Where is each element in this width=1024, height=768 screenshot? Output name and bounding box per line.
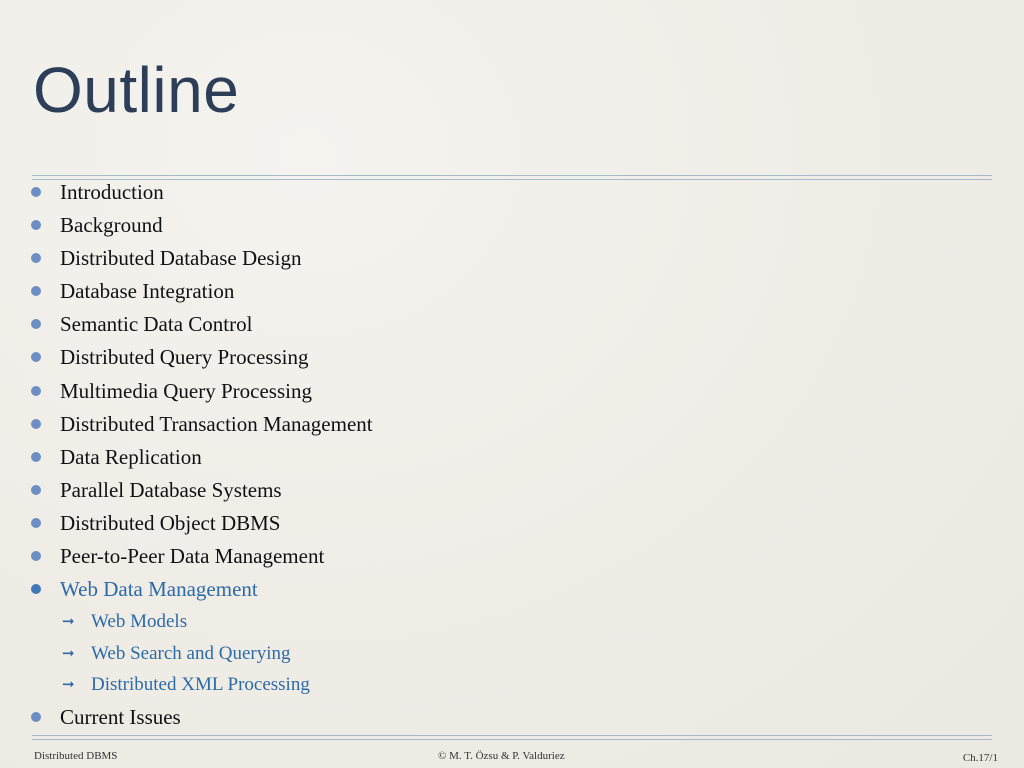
list-item [0,308,1024,341]
footer-divider [32,735,992,740]
list-item [0,242,1024,275]
list-item-label: Parallel Database Systems [60,477,282,502]
bullet-icon [31,187,41,197]
footer-copyright: © M. T. Özsu & P. Valduriez [438,750,565,762]
list-item-label: Distributed Transaction Management [60,411,373,436]
list-item-label: Distributed Object DBMS [60,510,281,535]
list-item-label: Web Data Management [60,577,258,602]
list-item [0,474,1024,507]
list-item [0,441,1024,474]
sub-list-item [0,669,1024,701]
footer-course-title: Distributed DBMS [34,750,118,762]
list-item [0,375,1024,408]
arrow-right-icon: ➞ [62,614,75,631]
arrow-right-icon: ➞ [62,645,75,662]
bullet-icon [31,485,41,495]
outline-list [0,176,1024,734]
footer-page-number: Ch.17/1 [962,752,998,764]
list-item-label: Current Issues [60,704,181,729]
bullet-icon [31,286,41,296]
sub-list-item-label: Distributed XML Processing [91,674,310,696]
bullet-icon [31,452,41,462]
list-item-label: Distributed Database Design [60,246,302,271]
list-item-label: Distributed Query Processing [60,345,309,370]
list-item [0,341,1024,374]
bullet-icon [31,584,41,594]
list-item-label: Data Replication [60,444,202,469]
list-item-label: Peer-to-Peer Data Management [60,544,325,569]
bullet-icon [31,419,41,429]
list-item-label: Multimedia Query Processing [60,378,312,403]
list-item [0,701,1024,734]
list-item-label: Semantic Data Control [60,312,253,337]
bullet-icon [31,386,41,396]
list-item-label: Background [60,213,163,238]
slide-title: Outline [33,54,240,126]
list-item [0,408,1024,441]
bullet-icon [31,551,41,561]
list-item [0,507,1024,540]
bullet-icon [31,518,41,528]
sub-list-item-label: Web Models [91,611,188,633]
list-item [0,275,1024,308]
list-item-current [0,573,1024,606]
bullet-icon [31,220,41,230]
bullet-icon [31,319,41,329]
sub-list-item-label: Web Search and Querying [91,642,291,664]
list-item [0,209,1024,242]
bullet-icon [31,712,41,722]
sub-list-item [0,638,1024,670]
list-item-label: Introduction [60,180,164,204]
bullet-icon [31,352,41,362]
list-item-label: Database Integration [60,279,235,304]
list-item [0,540,1024,573]
list-item [0,176,1024,209]
bullet-icon [31,253,41,263]
arrow-right-icon: ➞ [62,677,75,694]
sub-list-item [0,606,1024,638]
